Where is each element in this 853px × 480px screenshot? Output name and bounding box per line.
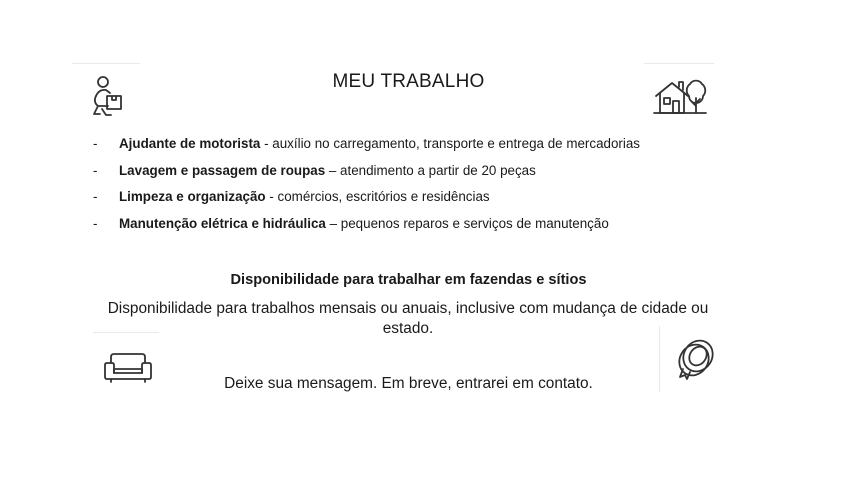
page-title: MEU TRABALHO <box>332 71 485 92</box>
service-description: comércios, escritórios e residências <box>277 189 490 204</box>
list-item <box>93 186 733 213</box>
list-bullet: - <box>93 162 98 178</box>
services-list <box>93 133 733 239</box>
divider-top-left <box>72 63 140 64</box>
divider-top-right <box>644 63 714 64</box>
service-label: Limpeza e organização <box>119 189 266 204</box>
service-description: atendimento a partir de 20 peças <box>340 162 536 178</box>
service-separator: - <box>260 136 273 151</box>
list-item <box>93 160 733 187</box>
service-label: Manutenção elétrica e hidráulica <box>119 215 326 231</box>
service-description: auxílio no carregamento, transporte e entrega de mercadorias <box>272 136 640 151</box>
service-description: pequenos reparos e serviços de manutenção <box>340 215 609 231</box>
service-separator: – <box>325 162 341 178</box>
service-separator: – <box>325 215 341 231</box>
availability-text: Disponibilidade para trabalhos mensais ou anuais, inclusive com mudança de cidade ou estado. <box>107 300 709 337</box>
section-heading: Disponibilidade para trabalhar em fazendas e sítios <box>230 272 587 288</box>
list-bullet: - <box>93 136 98 151</box>
list-bullet: - <box>93 215 98 231</box>
list-bullet: - <box>93 189 98 204</box>
service-label: Ajudante de motorista <box>119 136 261 151</box>
list-item <box>93 213 733 240</box>
contact-message: Deixe sua mensagem. Em breve, entrarei em contato. <box>224 375 593 392</box>
list-item <box>93 133 733 160</box>
service-separator: - <box>265 189 278 204</box>
service-label: Lavagem e passagem de roupas <box>119 162 326 178</box>
